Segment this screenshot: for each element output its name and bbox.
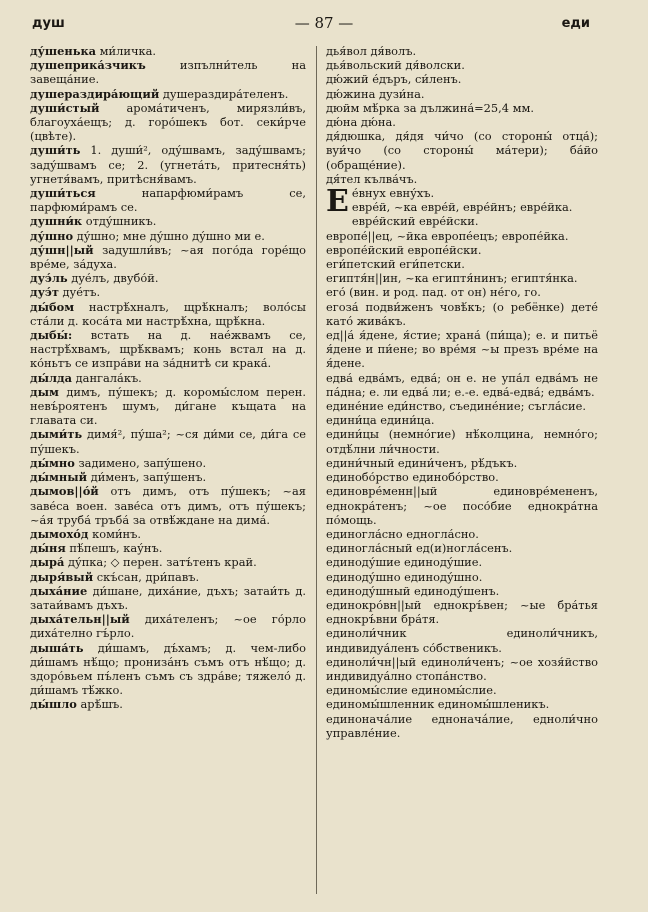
dictionary-entry xyxy=(326,229,598,243)
dictionary-entry xyxy=(326,129,598,172)
entry-text: димъ, пу́шекъ; д. коромы́слом перен. невъ́роятенъ шумъ, ди́гане къщата на главата си. xyxy=(30,384,306,428)
entry-text: отъ димъ, отъ пу́шекъ; ~ая заве́са воен. заве́са отъ димъ, отъ пу́шекъ; ~а́я труба́ тръба́ за отвѣ́ждане на дима́. xyxy=(30,484,306,527)
entry-headword: дыра́ xyxy=(30,555,65,570)
entry-text: его́ (вин. и род. пад. от он) не́го, го. xyxy=(326,285,541,300)
dictionary-entry xyxy=(326,527,598,541)
page-number: — 87 — xyxy=(294,14,354,32)
drop-cap-letter: Е xyxy=(326,184,349,220)
entry-text: дю́на дю́на. xyxy=(326,115,396,130)
dictionary-entry xyxy=(30,427,306,455)
dictionary-entry xyxy=(326,555,598,569)
entry-headword: ды́мный xyxy=(30,470,88,485)
dictionary-entry xyxy=(326,541,598,555)
dictionary-entry xyxy=(326,697,598,711)
entry-text: напарфюми́рамъ се, парфюми́рамъ се. xyxy=(30,186,306,215)
dictionary-entry xyxy=(30,243,306,271)
entry-text: е́внух евну́хъ. xyxy=(351,186,435,201)
entry-headword: души́ть xyxy=(30,143,81,158)
dictionary-entry xyxy=(30,612,306,640)
page-header xyxy=(0,0,648,40)
entry-text: европе́||ец, ~йка европе́ецъ; европе́йка. xyxy=(326,228,569,243)
entry-text: дю́жий е́дъръ, си́ленъ. xyxy=(326,72,462,87)
column-divider xyxy=(316,46,317,894)
entry-headword: ды́ня xyxy=(30,541,66,556)
dictionary-entry xyxy=(30,641,306,698)
dictionary-entry xyxy=(326,413,598,427)
entry-text: арома́тиченъ, мирязли́въ, благоуха́ещъ; д. горо́шекъ бот. секи́рче (цвѣте). xyxy=(30,100,306,144)
entry-text: единоду́шие единоду́шие. xyxy=(326,555,483,570)
dictionary-entry xyxy=(326,427,598,455)
dictionary-entry xyxy=(326,271,598,285)
entry-text: евре́йский евре́йски. xyxy=(351,214,479,229)
entry-text: единовре́менн||ый единовре́мененъ, еднокра́тенъ; ~ое посо́бие еднокра́тна по́мощь. xyxy=(326,484,598,527)
dictionary-entry xyxy=(30,484,306,527)
dictionary-entry xyxy=(326,598,598,626)
entry-text: ди́менъ, запу́шенъ. xyxy=(87,470,207,485)
entry-text: ду́пка; ◇ перен. затъ́тенъ край. xyxy=(64,555,257,570)
entry-text: душераздира́теленъ. xyxy=(159,86,289,101)
entry-text: изпълни́тель на завеща́ние. xyxy=(30,58,306,87)
entry-headword: дыша́ть xyxy=(30,640,84,655)
dictionary-entry xyxy=(326,214,598,228)
dictionary-entry xyxy=(326,115,598,129)
entry-headword: ды́лда xyxy=(30,370,73,385)
entry-text: единогла́сно едногла́сно. xyxy=(326,526,479,541)
dictionary-entry xyxy=(30,58,306,86)
dictionary-entry xyxy=(30,470,306,484)
dictionary-entry xyxy=(326,44,598,58)
dictionary-entry xyxy=(326,456,598,470)
dictionary-entry xyxy=(326,172,598,186)
entry-text: коми́нъ. xyxy=(88,526,141,541)
entry-headword: дуэ́ль xyxy=(30,271,68,286)
dictionary-entry xyxy=(326,257,598,271)
running-head-left: душ xyxy=(32,16,65,31)
entry-headword: дым xyxy=(30,384,59,399)
entry-text: едини́чный едини́ченъ, рѣ́дъкъ. xyxy=(326,455,518,470)
dictionary-entry xyxy=(30,584,306,612)
running-head-right: еди xyxy=(561,16,590,31)
dictionary-entry xyxy=(30,570,306,584)
dictionary-entry xyxy=(326,712,598,740)
entry-text: ди́шамъ, дъ́хамъ; д. чем-либо ди́шамъ нѣ́що; прониза́нъ съмъ отъ нѣ́що; д. здоро́вьем пъ́ленъ съмъ съ здра́ве; тяжело́ д. ди́шамъ тѣ́жко. xyxy=(30,640,306,698)
entry-headword: ду́шенька xyxy=(30,44,97,58)
entry-text: встать на д. нае́жвамъ се, настрѣ́хвамъ, щрѣ́квамъ; конь встал на д. ко́ньтъ се изпра́ви на за́днитѣ си крака́. xyxy=(30,328,306,371)
entry-text: евре́й, ~ка евре́й, евре́йнъ; евре́йка. xyxy=(351,200,573,215)
entry-headword: души́ться xyxy=(30,186,96,201)
dictionary-entry xyxy=(326,285,598,299)
dictionary-entry xyxy=(30,328,306,371)
entry-headword: душни́к xyxy=(30,214,83,229)
dictionary-entry xyxy=(326,58,598,72)
dictionary-entry xyxy=(30,300,306,328)
entry-text: арѣ́шъ. xyxy=(76,697,123,712)
entry-text: дю́жина дузи́на. xyxy=(326,86,425,101)
entry-text: единомы́слие единомы́слие. xyxy=(326,683,497,698)
entry-text: единоли́чник единоли́чникъ, индивидуа́ленъ со́бственикъ. xyxy=(326,626,598,655)
entry-text: дья́вольский дя́волски. xyxy=(326,58,465,73)
entry-text: единоду́шный единоду́шенъ. xyxy=(326,583,500,598)
entry-text: едини́ца едини́ца. xyxy=(326,413,435,428)
entry-headword: ды́мно xyxy=(30,455,75,470)
entry-headword: дыми́ть xyxy=(30,427,83,442)
entry-headword: дымов||о́й xyxy=(30,484,99,499)
dictionary-entry xyxy=(30,527,306,541)
entry-text: дуе́лъ, двубо́й. xyxy=(67,271,159,286)
dictionary-entry xyxy=(30,214,306,228)
entry-text: единогла́сный ед(и)ногла́сенъ. xyxy=(326,541,513,556)
entry-text: настрѣ́хналъ, щрѣ́кналъ; воло́сы ста́ли д. коса́та ми настрѣ́хна, щрѣ́кна. xyxy=(30,299,306,328)
right-column xyxy=(326,44,598,740)
dictionary-entry xyxy=(326,371,598,399)
entry-text: дя́дюшка, дя́дя чи́чо (со стороны́ отца́); вуи́чо (со стороны́ ма́тери); ба́йо (обраще́ние). xyxy=(326,129,598,172)
dictionary-entry xyxy=(30,541,306,555)
entry-text: дья́вол дя́волъ. xyxy=(326,44,417,58)
dictionary-entry xyxy=(30,456,306,470)
entry-headword: дыха́тельн||ый xyxy=(30,612,130,627)
entry-text: единомы́шленник единомы́шленикъ. xyxy=(326,697,550,712)
entry-text: едине́ние еди́нство, съедине́ние; съгла́сие. xyxy=(326,399,586,414)
entry-headword: дымохо́д xyxy=(30,526,89,541)
entry-headword: дыха́ние xyxy=(30,583,88,598)
dictionary-entry xyxy=(326,87,598,101)
entry-headword: ды́бом xyxy=(30,299,75,314)
entry-text: едва́ едва́мъ, едва́; он е. не упа́л едва́мъ не па́днa; е. ли едва́ ли; е.-е. едва́-едва́; едва́мъ. xyxy=(326,370,598,399)
dictionary-entry xyxy=(30,271,306,285)
entry-text: 1. души́², оду́швамъ, заду́швамъ; заду́швамъ се; 2. (угнета́ть, притесня́ть) угнетя́вамъ, притѣсня́вамъ. xyxy=(30,143,306,186)
dictionary-entry xyxy=(326,683,598,697)
entry-text: дюйм мѣ́рка за дължина́=25,4 мм. xyxy=(326,100,534,115)
dictionary-entry xyxy=(326,626,598,654)
entry-text: единобо́рство единобо́рство. xyxy=(326,470,499,485)
entry-headword: ду́шн||ый xyxy=(30,242,94,257)
entry-headword: дуэ́т xyxy=(30,285,59,300)
entry-headword: душеприка́зчикъ xyxy=(30,58,146,73)
entry-text: диха́теленъ; ~ое го́рло диха́телно гъ́рло. xyxy=(30,612,306,641)
entry-text: европе́йский европе́йски. xyxy=(326,242,482,257)
dictionary-entry xyxy=(326,101,598,115)
entry-text: задимено, запу́шено. xyxy=(74,455,207,470)
entry-text: едини́цы (немно́гие) нѣ́колцина, немно́го; отдѣ́лни ли́чности. xyxy=(326,427,598,456)
entry-text: единонача́лие едноначáлие, едноли́чно управле́ние. xyxy=(326,711,598,740)
entry-text: дуе́тъ. xyxy=(58,285,101,300)
left-column xyxy=(30,44,306,712)
entry-text: ду́шно; мне ду́шно ду́шно ми е. xyxy=(73,228,265,243)
dictionary-entry xyxy=(30,371,306,385)
dictionary-entry xyxy=(326,200,598,214)
dictionary-entry xyxy=(326,484,598,527)
dictionary-entry xyxy=(30,143,306,186)
dictionary-entry xyxy=(326,300,598,328)
dictionary-entry xyxy=(30,285,306,299)
entry-headword: дыря́вый xyxy=(30,569,94,584)
dictionary-entry xyxy=(326,470,598,484)
entry-text: единоли́чн||ый единоли́ченъ; ~ое хозя́йство индивидуа́лно стопа́нство. xyxy=(326,654,598,683)
dictionary-entry xyxy=(30,87,306,101)
entry-text: единоду́шно единоду́шно. xyxy=(326,569,483,584)
dictionary-entry xyxy=(30,555,306,569)
entry-text: египтя́н||ин, ~ка египтя́нинъ; египтя́нка. xyxy=(326,271,578,286)
entry-text: дя́тел кълва́чъ. xyxy=(326,171,418,186)
dictionary-entry xyxy=(326,399,598,413)
dictionary-entry xyxy=(30,186,306,214)
entry-text: егоза́ подви́женъ човѣ́къ; (о ребёнке) дете́ като́ жива́къ. xyxy=(326,299,598,328)
entry-headword: ду́шно xyxy=(30,228,74,243)
entry-headword: душераздира́ющий xyxy=(30,86,160,101)
dictionary-entry xyxy=(30,44,306,58)
entry-text: скъ́сан, дри́павъ. xyxy=(93,569,200,584)
entry-text: отду́шникъ. xyxy=(82,214,157,229)
dictionary-entry xyxy=(326,72,598,86)
dictionary-entry xyxy=(326,570,598,584)
dictionary-entry xyxy=(326,655,598,683)
dictionary-entry xyxy=(30,385,306,428)
dictionary-entry xyxy=(326,328,598,371)
dictionary-entry xyxy=(30,229,306,243)
entry-text: дангала́къ. xyxy=(72,370,142,385)
entry-text: димя́², пу́ша²; ~ся ди́ми се, ди́га се пу́шекъ. xyxy=(30,427,306,456)
entry-text: еги́петский еги́петски. xyxy=(326,257,465,272)
entry-text: ед||а́ я́дене, я́стие; храна́ (пи́ща); е. и питьё я́дене и пи́ене; во вре́мя ~ы презъ вре́ме на я́дене. xyxy=(326,328,598,371)
entry-headword: дыбы́: xyxy=(30,328,73,343)
dictionary-entry xyxy=(30,697,306,711)
entry-text: задушли́въ; ~ая пого́да горе́що вре́ме, за́духа. xyxy=(30,242,306,272)
entry-headword: души́стый xyxy=(30,100,100,115)
entry-text: ди́шане, диха́ние, дъхъ; затаи́ть д. затаи́вамъ дъхъ. xyxy=(30,583,306,612)
entry-headword: ды́шло xyxy=(30,697,77,712)
entry-text: пѣ́пешъ, кау́нъ. xyxy=(65,541,163,556)
entry-text: единокро́вн||ый еднокръ́вен; ~ые бра́тья еднокръ́вни бра́тя. xyxy=(326,597,598,627)
entry-text: ми́личка. xyxy=(96,44,157,58)
dictionary-entry xyxy=(326,584,598,598)
dictionary-entry xyxy=(326,243,598,257)
dictionary-entry xyxy=(30,101,306,144)
